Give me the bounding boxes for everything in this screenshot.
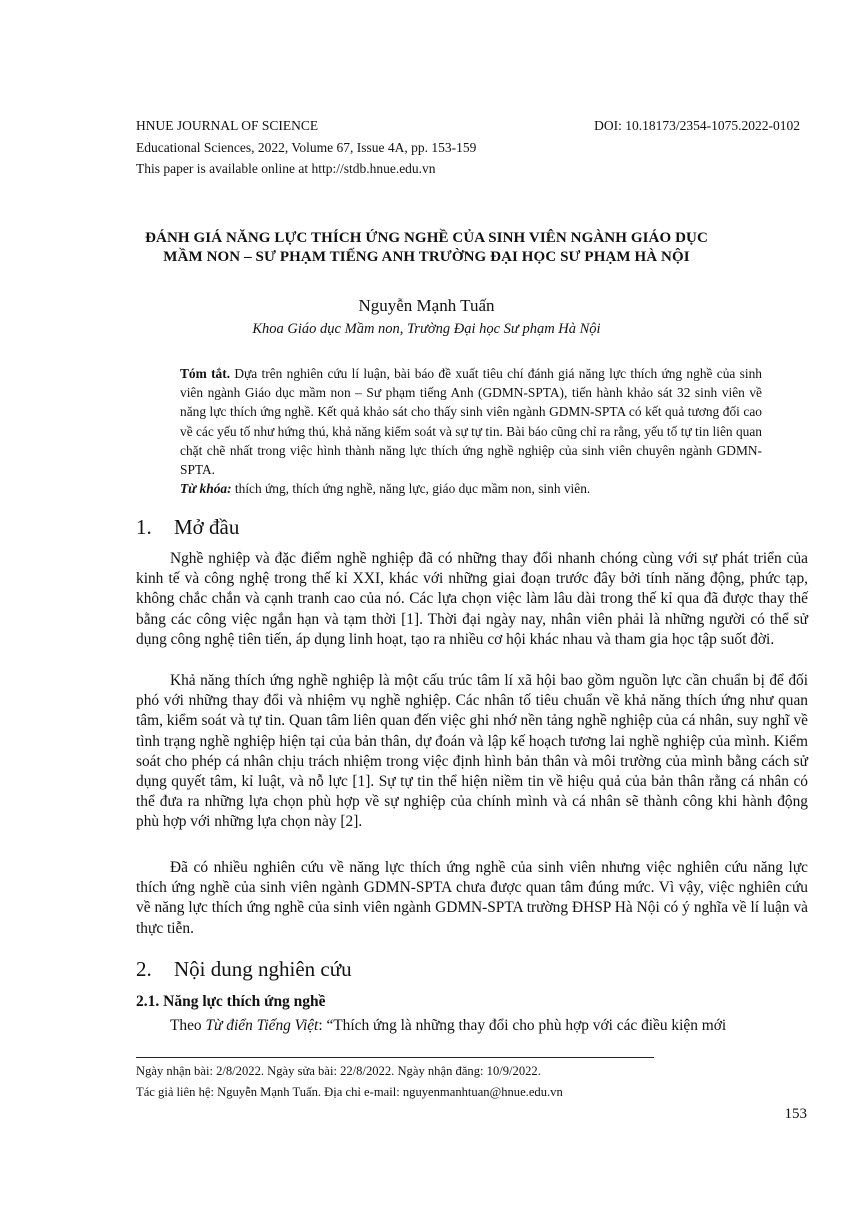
abstract-text: Dựa trên nghiên cứu lí luận, bài báo đề xuất tiêu chí đánh giá năng lực thích ứng nghề của sinh viên ngành Giáo dục mầm non – Sư phạm tiếng Anh (GDMN-SPTA), tiến hành khảo sát 32 sinh viên về năng lực thích ứng nghề. Kết quả khảo sát cho thấy sinh viên ngành GDMN-SPTA có kết quả tương đối cao về các yếu tố như hứng thú, khả năng kiểm soát và sự tự tin. Bài báo cũng chỉ ra rằng, yếu tố tự tin liên quan chặt chẽ nhất trong việc hình thành năng lực thích ứng nghề nghiệp của sinh viên chuyên ngành GDMN-SPTA. bbox=[180, 366, 762, 478]
abstract bbox=[180, 364, 762, 479]
section-1-number: 1. bbox=[136, 515, 152, 539]
abstract-label: Tóm tắt. bbox=[180, 366, 231, 381]
issue-info: Educational Sciences, 2022, Volume 67, Issue 4A, pp. 153-159 bbox=[136, 140, 477, 155]
section-2-title: Nội dung nghiên cứu bbox=[174, 957, 352, 981]
author-affiliation: Khoa Giáo dục Mầm non, Trường Đại học Sư phạm Hà Nội bbox=[252, 321, 601, 337]
keywords bbox=[180, 481, 770, 497]
paper-title bbox=[120, 229, 733, 267]
title-line-1: ĐÁNH GIÁ NĂNG LỰC THÍCH ỨNG NGHỀ CỦA SINH VIÊN NGÀNH GIÁO DỤC bbox=[145, 230, 708, 246]
author-name: Nguyễn Mạnh Tuấn bbox=[358, 296, 495, 315]
section-2-number: 2. bbox=[136, 957, 152, 981]
subsection-2-1-heading: 2.1. Năng lực thích ứng nghề bbox=[136, 993, 326, 1010]
section-1-heading bbox=[136, 515, 239, 540]
section-1-paragraph-3: Đã có nhiều nghiên cứu về năng lực thích ứng nghề của sinh viên nhưng việc nghiên cứu năng lực thích ứng nghề của sinh viên ngành GDMN-SPTA chưa được quan tâm đúng mức. Vì vậy, việc nghiên cứu về năng lực thích ứng nghề của sinh viên ngành GDMN-SPTA trường ĐHSP Hà Nội có ý nghĩa về lí luận và thực tiễn. bbox=[136, 859, 808, 937]
subsection-2-1-paragraph bbox=[136, 1016, 808, 1036]
title-line-2: MẦM NON – SƯ PHẠM TIẾNG ANH TRƯỜNG ĐẠI HỌC SƯ PHẠM HÀ NỘI bbox=[163, 249, 690, 265]
availability-note: This paper is available online at http://stdb.hnue.edu.vn bbox=[136, 161, 436, 176]
journal-name: HNUE JOURNAL OF SCIENCE bbox=[136, 118, 319, 133]
quote-lead: Theo bbox=[170, 1017, 206, 1034]
section-1-paragraph-2: Khả năng thích ứng nghề nghiệp là một cấu trúc tâm lí xã hội bao gồm nguồn lực cần chuẩn bị để đối phó với những thay đổi và nhiệm vụ nghề nghiệp. Các nhân tố tiêu chuẩn về khả năng thích ứng như quan tâm, kiểm soát và tự tin. Quan tâm liên quan đến việc ghi nhớ nền tảng nghề nghiệp của cá nhân, suy nghĩ về tình trạng nghề nghiệp hiện tại của bản thân, dự đoán và lập kế hoạch tương lai nghề nghiệp của mình. Kiểm soát cho phép cá nhân chịu trách nhiệm trong việc định hình bản thân và môi trường của mình bằng cách sử dụng quyết tâm, kỉ luật, và nỗ lực [1]. Sự tự tin thể hiện niềm tin về hiệu quả của bản thân rằng cá nhân có thể đưa ra những lựa chọn phù hợp về sự nghiệp của chính mình và cá nhân sẽ thành công khi hành động phù hợp với những lựa chọn này [2]. bbox=[136, 672, 808, 831]
section-1-title: Mở đầu bbox=[174, 515, 240, 539]
keywords-text: thích ứng, thích ứng nghề, năng lực, giáo dục mầm non, sinh viên. bbox=[234, 481, 591, 496]
footnote-contact: Tác giả liên hệ: Nguyễn Mạnh Tuấn. Địa chỉ e-mail: nguyenmanhtuan@hnue.edu.vn bbox=[136, 1085, 563, 1099]
keywords-label: Từ khóa: bbox=[180, 481, 232, 496]
section-1-paragraph-1: Nghề nghiệp và đặc điểm nghề nghiệp đã có những thay đổi nhanh chóng cùng với sự phát triển của kinh tế và công nghệ trong thế kỉ XXI, khác với những giai đoạn trước đây bởi tính năng động, phức tạp, không chắc chắn và cạnh tranh cao của nó. Các lựa chọn việc làm lâu dài trong thế kỉ qua đã được thay thế bằng các công việc ngắn hạn và tạm thời [1]. Thời đại ngày nay, nhân viên phải là những người có thể sử dụng công nghệ tiên tiến, áp dụng linh hoạt, tạo ra nhiều cơ hội khác nhau và tham gia học tập suốt đời. bbox=[136, 550, 808, 648]
footnote-dates: Ngày nhận bài: 2/8/2022. Ngày sửa bài: 22/8/2022. Ngày nhận đăng: 10/9/2022. bbox=[136, 1064, 541, 1078]
quote-text: : “Thích ứng là những thay đổi cho phù hợp với các điều kiện mới bbox=[318, 1017, 727, 1034]
doi: DOI: 10.18173/2354-1075.2022-0102 bbox=[594, 118, 800, 133]
quote-source: Từ điển Tiếng Việt bbox=[205, 1017, 319, 1034]
section-2-heading bbox=[136, 957, 352, 982]
page-number: 153 bbox=[784, 1106, 807, 1122]
footnote-divider bbox=[136, 1057, 654, 1058]
